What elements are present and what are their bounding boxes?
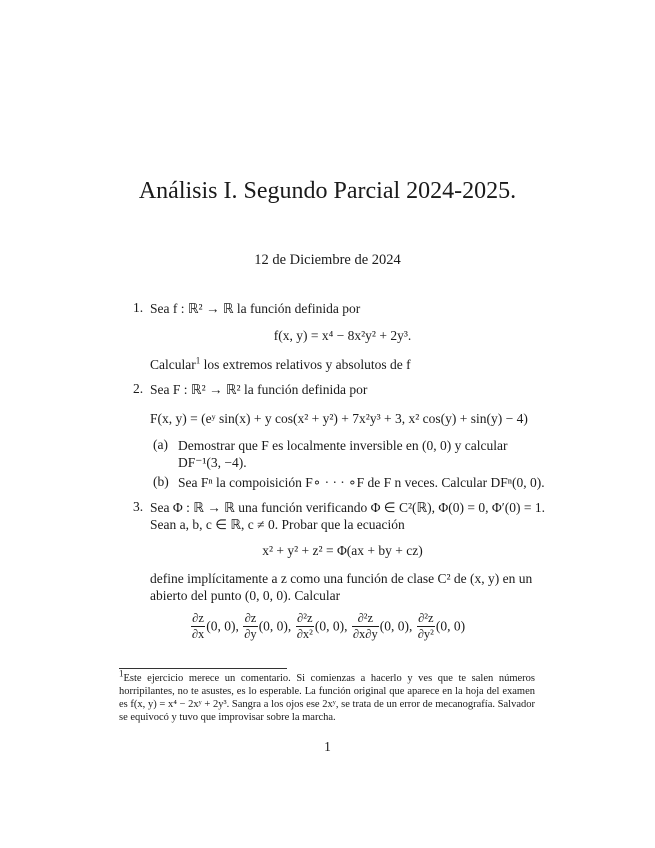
derivative-point: (0, 0),	[206, 618, 239, 634]
derivative-point: (0, 0)	[435, 618, 466, 634]
derivative-dz-dx	[190, 611, 239, 642]
derivative-numerator: ∂²z	[352, 611, 379, 627]
derivative-d2z-dy2	[416, 611, 465, 642]
derivative-dz-dy	[242, 611, 291, 642]
problem-3-line-3: define implícitamente a z como una función de clase C² de (x, y) en un	[150, 571, 533, 586]
problem-1-task-prefix: Calcular	[150, 357, 196, 372]
problem-2-number: 2.	[133, 381, 144, 396]
problem-2-equation: F(x, y) = (eʸ sin(x) + y cos(x² + y²) + 7x²y³ + 3, x² cos(y) + sin(y) − 4)	[150, 411, 528, 426]
problem-3-line-2: Sean a, b, c ∈ ℝ, c ≠ 0. Probar que la ecuación	[150, 517, 405, 532]
problem-1-task-suffix: los extremos relativos y absolutos de f	[200, 357, 411, 372]
footnote	[119, 668, 535, 724]
footnote-mark: 1	[119, 668, 124, 679]
footnote-text: Este ejercicio merece un comentario. Si comienzas a hacerlo y ves que te salen números horripilantes, no te asustes, es lo esperable. La función original que aparece en la hoja del examen es f(x, y) = x⁴ − 2xʸ + 2y³. Sangra a los ojos ese 2xʸ, se trata de un error de mecanografía. Salvador se equivocó y tuvo que improvisar sobre la marcha.	[119, 673, 535, 723]
derivative-d2z-dx2	[295, 611, 348, 642]
document-title: Análisis I. Segundo Parcial 2024-2025.	[138, 178, 517, 204]
derivative-denominator: ∂y²	[417, 627, 434, 641]
footnote-rule	[119, 668, 287, 669]
derivative-point: (0, 0),	[379, 618, 413, 634]
problem-2-intro: Sea F : ℝ² → ℝ² la función definida por	[150, 382, 368, 397]
derivative-numerator: ∂²z	[297, 611, 313, 625]
problem-2a-line-1: Demostrar que F es localmente inversible en (0, 0) y calcular	[178, 438, 508, 453]
problem-2b-label: (b)	[153, 474, 169, 489]
problem-3-line-4: abierto del punto (0, 0, 0). Calcular	[150, 588, 341, 603]
derivative-numerator: ∂z	[244, 611, 257, 625]
partial-derivatives-list	[0, 611, 655, 642]
page-number: 1	[324, 739, 331, 754]
problem-1-task	[150, 356, 411, 373]
derivative-d2z-dxdy	[351, 611, 412, 642]
problem-3-equation: x² + y² + z² = Φ(ax + by + cz)	[262, 543, 423, 558]
problem-2b-line-1: Sea Fⁿ la compoisición F∘ · · · ∘F de F n veces. Calcular DFⁿ(0, 0).	[178, 475, 545, 490]
derivative-point: (0, 0),	[314, 618, 348, 634]
derivative-denominator: ∂x∂y	[352, 627, 378, 641]
document-date: 12 de Diciembre de 2024	[254, 252, 401, 268]
problem-1-intro: Sea f : ℝ² → ℝ la función definida por	[150, 301, 361, 316]
problem-2a-label: (a)	[153, 437, 168, 452]
derivative-denominator: ∂y	[244, 627, 257, 641]
derivative-numerator: ∂²z	[418, 611, 434, 625]
derivative-numerator: ∂z	[192, 611, 204, 625]
problem-3-line-1: Sea Φ : ℝ → ℝ una función verificando Φ ∈ C²(ℝ), Φ(0) = 0, Φ′(0) = 1.	[150, 500, 545, 515]
derivative-denominator: ∂x	[191, 627, 205, 641]
problem-1-number: 1.	[133, 300, 144, 315]
derivative-point: (0, 0),	[258, 618, 292, 634]
problem-3-number: 3.	[133, 499, 144, 514]
footnote-reference: 1	[195, 355, 201, 366]
derivative-denominator: ∂x²	[296, 627, 313, 641]
problem-2a-line-2: DF⁻¹(3, −4).	[178, 455, 247, 470]
problem-1-equation: f(x, y) = x⁴ − 8x²y² + 2y³.	[273, 328, 412, 343]
